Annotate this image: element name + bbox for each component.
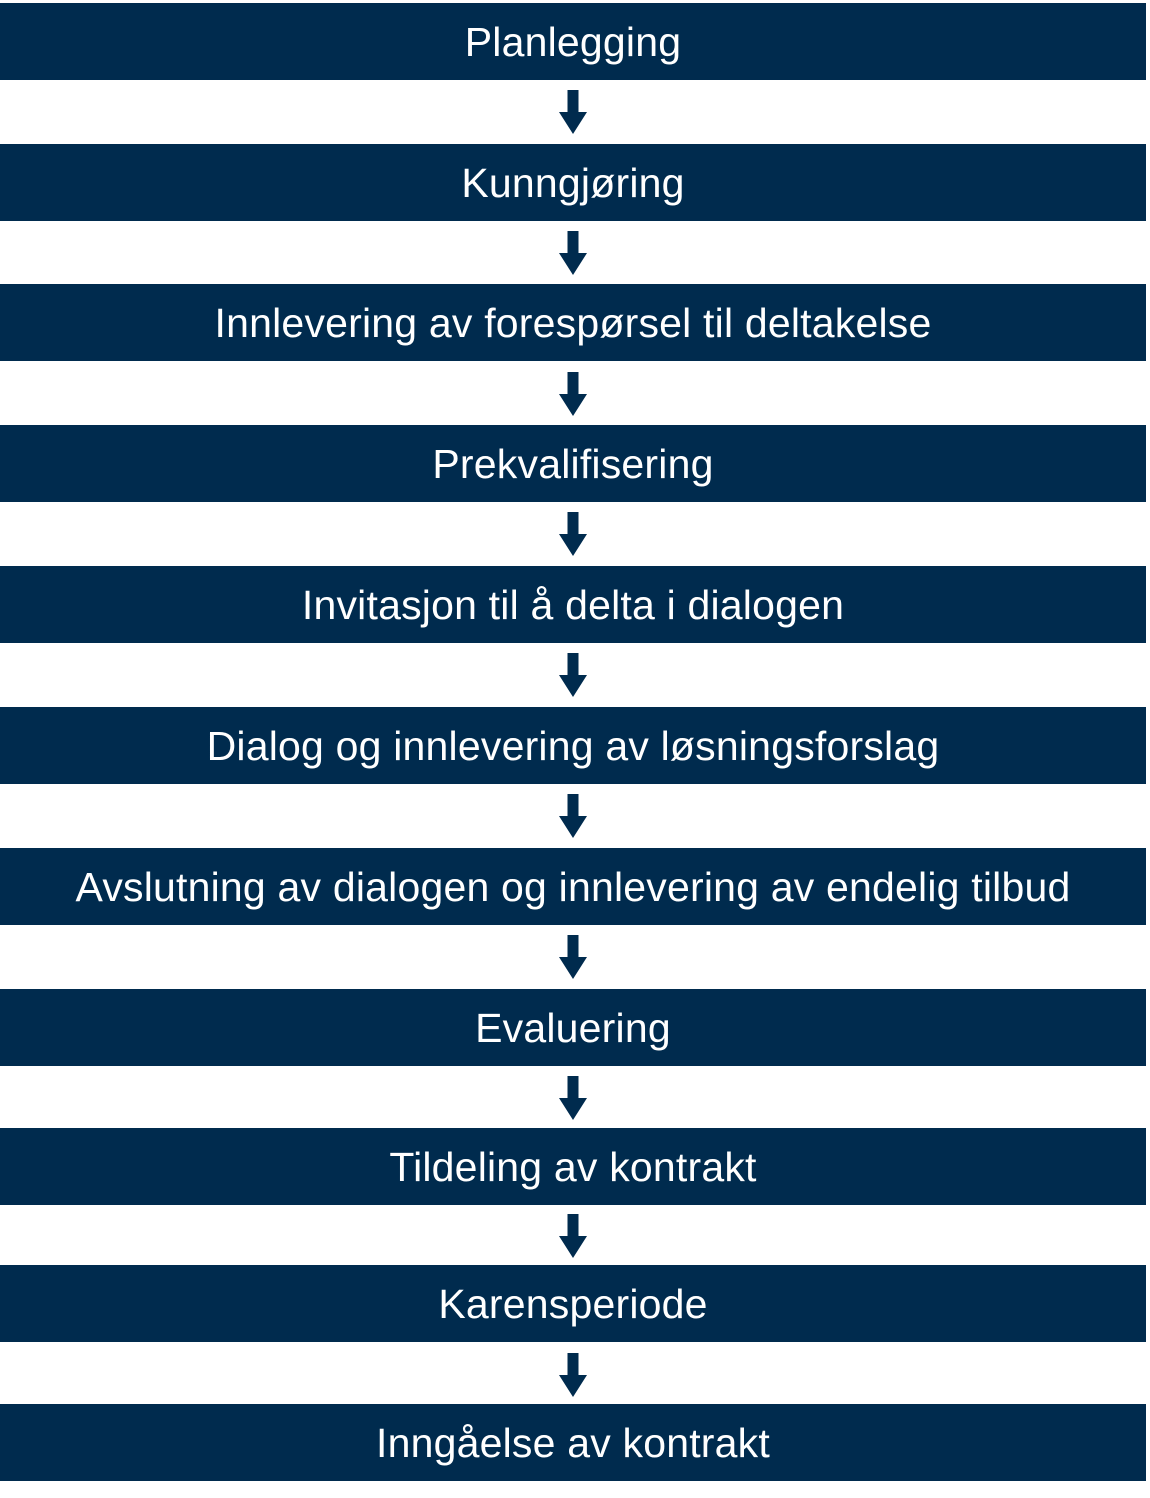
down-arrow-icon bbox=[559, 935, 587, 979]
step-label: Innlevering av forespørsel til deltakelse bbox=[214, 300, 932, 346]
step-inngaelse bbox=[0, 1404, 1146, 1481]
step-label: Planlegging bbox=[464, 19, 682, 65]
down-arrow-icon bbox=[559, 372, 587, 416]
down-arrow-icon bbox=[559, 1353, 587, 1397]
down-arrow-icon bbox=[559, 512, 587, 556]
step-label: Prekvalifisering bbox=[432, 441, 714, 487]
down-arrow-icon bbox=[559, 653, 587, 697]
step-dialog bbox=[0, 707, 1146, 784]
step-evaluering bbox=[0, 989, 1146, 1066]
step-prekvalifisering bbox=[0, 425, 1146, 502]
down-arrow-icon bbox=[559, 90, 587, 134]
step-label: Kunngjøring bbox=[461, 160, 685, 206]
step-label: Avslutning av dialogen og innlevering av endelig tilbud bbox=[75, 864, 1071, 910]
down-arrow-icon bbox=[559, 231, 587, 275]
step-label: Dialog og innlevering av løsningsforslag bbox=[206, 723, 940, 769]
down-arrow-icon bbox=[559, 1076, 587, 1120]
step-label: Tildeling av kontrakt bbox=[389, 1144, 757, 1190]
step-kunngjoring bbox=[0, 144, 1146, 221]
down-arrow-icon bbox=[559, 1214, 587, 1258]
step-avslutning bbox=[0, 848, 1146, 925]
step-karensperiode bbox=[0, 1265, 1146, 1342]
step-label: Karensperiode bbox=[438, 1281, 708, 1327]
step-planlegging bbox=[0, 3, 1146, 80]
down-arrow-icon bbox=[559, 794, 587, 838]
step-invitasjon bbox=[0, 566, 1146, 643]
step-label: Invitasjon til å delta i dialogen bbox=[301, 582, 845, 628]
step-label: Evaluering bbox=[475, 1005, 671, 1051]
step-tildeling bbox=[0, 1128, 1146, 1205]
step-innlevering-foresporsel bbox=[0, 284, 1146, 361]
step-label: Inngåelse av kontrakt bbox=[376, 1420, 770, 1466]
